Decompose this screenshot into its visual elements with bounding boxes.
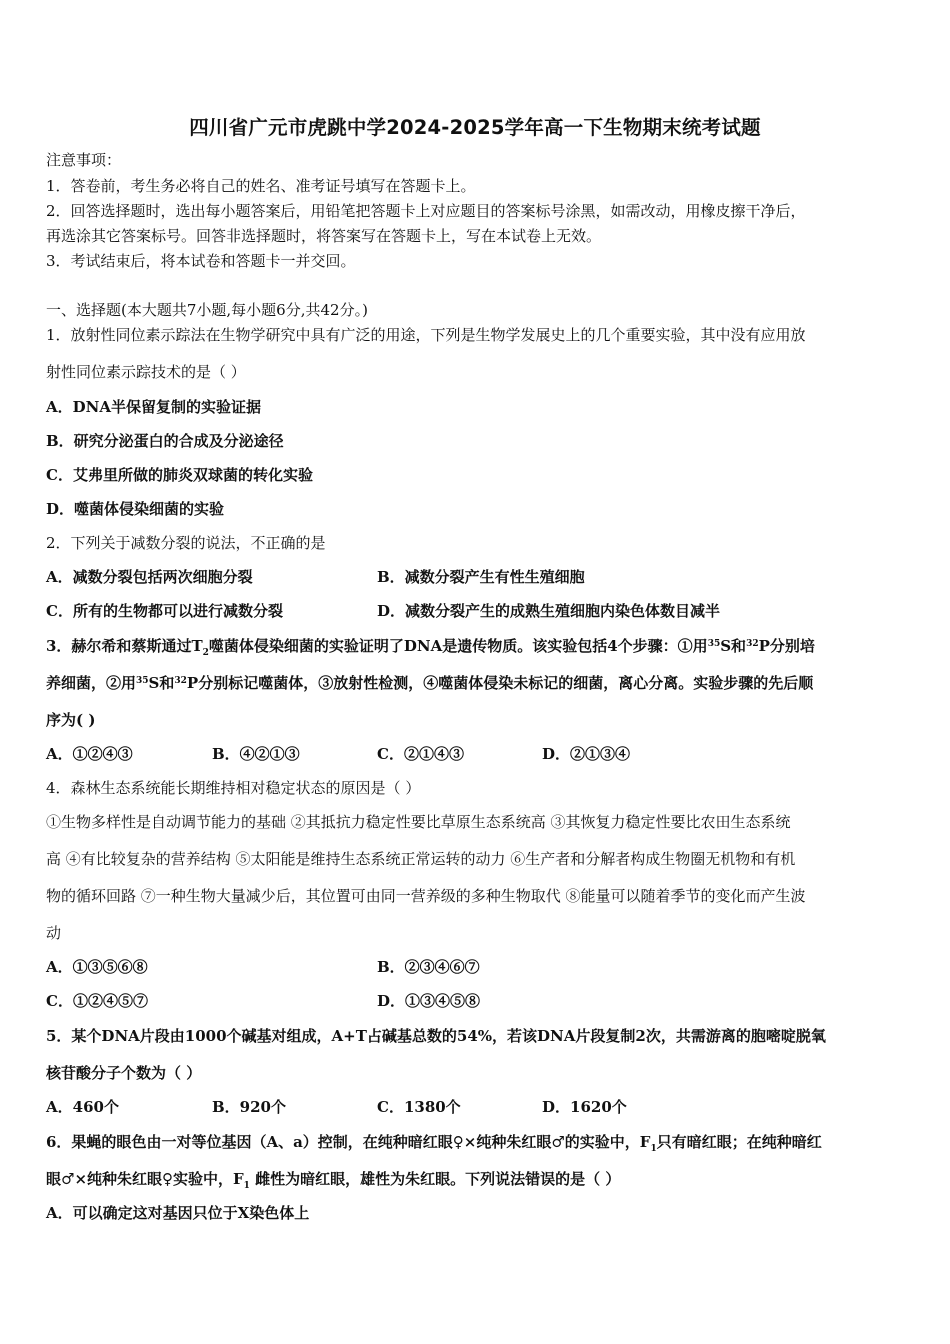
q4-option-c: C．①②④⑤⑦ (46, 992, 148, 1010)
q3-option-d: D．②①③④ (542, 745, 631, 763)
q3-stem-line2: 养细菌，②用$^{35}$S和$^{32}$P分别标记噬菌体，③放射性检测，④噬菌体侵染未标记的细菌，离心分离。实验步骤的先后顺 (46, 674, 814, 692)
q5-option-c: C．1380个 (377, 1098, 461, 1116)
q5-option-a: A．460个 (46, 1098, 119, 1116)
q4-items-line1: ①生物多样性是自动调节能力的基础 ②其抵抗力稳定性要比草原生态系统高 ③其恢复力稳定性要比农田生态系统 (46, 813, 791, 831)
page-title: 四川省广元市虎跳中学2024-2025学年高一下生物期末统考试题 (189, 116, 761, 139)
q4-items-line4: 动 (46, 924, 62, 942)
q3-stem-line1: 3．赫尔希和蔡斯通过$T_2$噬菌体侵染细菌的实验证明了DNA是遗传物质。该实验包括4个步骤：①用$^{35}$S和$^{32}$P分别培 (46, 637, 815, 658)
q6-stem-line2: 眼♂×纯种朱红眼♀实验中，$F_1$ 雌性为暗红眼，雄性为朱红眼。下列说法错误的是（ ） (46, 1170, 621, 1191)
notice-item-2-cont: 再选涂其它答案标号。回答非选择题时，将答案写在答题卡上，写在本试卷上无效。 (46, 227, 602, 245)
q2-option-c: C．所有的生物都可以进行减数分裂 (46, 602, 283, 620)
q4-stem: 4．森林生态系统能长期维持相对稳定状态的原因是（ ） (46, 779, 421, 797)
q3-option-c: C．②①④③ (377, 745, 464, 763)
q2-stem: 2．下列关于减数分裂的说法，不正确的是 (46, 534, 326, 552)
q1-stem-line1: 1．放射性同位素示踪法在生物学研究中具有广泛的用途，下列是生物学发展史上的几个重要实验，其中没有应用放 (46, 326, 806, 344)
q3-option-b: B．④②①③ (212, 745, 300, 763)
q1-option-b: B．研究分泌蛋白的合成及分泌途径 (46, 432, 284, 450)
q3-option-a: A．①②④③ (46, 745, 133, 763)
q4-option-a: A．①③⑤⑥⑧ (46, 958, 148, 976)
notice-item-3: 3．考试结束后，将本试卷和答题卡一并交回。 (46, 252, 356, 270)
notice-item-2: 2．回答选择题时，选出每小题答案后，用铅笔把答题卡上对应题目的答案标号涂黑，如需改动，用橡皮擦干净后， (46, 202, 806, 220)
q4-items-line3: 物的循环回路 ⑦一种生物大量减少后，其位置可由同一营养级的多种生物取代 ⑧能量可以随着季节的变化而产生波 (46, 887, 806, 905)
q6-stem-line1: 6．果蝇的眼色由一对等位基因（A、a）控制，在纯种暗红眼♀×纯种朱红眼♂的实验中，$F_1$只有暗红眼；在纯种暗红 (46, 1133, 822, 1154)
q4-items-line2: 高 ④有比较复杂的营养结构 ⑤太阳能是维持生态系统正常运转的动力 ⑥生产者和分解者构成生物圈无机物和有机 (46, 850, 796, 868)
q1-stem-line2: 射性同位素示踪技术的是（ ） (46, 363, 246, 381)
q4-option-b: B．②③④⑥⑦ (377, 958, 480, 976)
q2-option-d: D．减数分裂产生的成熟生殖细胞内染色体数目减半 (377, 602, 721, 620)
q1-option-a: A．DNA半保留复制的实验证据 (46, 398, 261, 416)
q1-option-c: C．艾弗里所做的肺炎双球菌的转化实验 (46, 466, 313, 484)
q2-option-a: A．减数分裂包括两次细胞分裂 (46, 568, 253, 586)
q5-option-d: D．1620个 (542, 1098, 627, 1116)
notice-item-1: 1．答卷前，考生务必将自己的姓名、准考证号填写在答题卡上。 (46, 177, 476, 195)
notice-heading: 注意事项： (46, 151, 122, 169)
q4-option-d: D．①③④⑤⑧ (377, 992, 481, 1010)
q5-stem-line1: 5．某个DNA片段由1000个碱基对组成，A+T占碱基总数的54%，若该DNA片段复制2次，共需游离的胞嘧啶脱氧 (46, 1027, 826, 1045)
q5-stem-line2: 核苷酸分子个数为（ ） (46, 1064, 202, 1082)
q2-option-b: B．减数分裂产生有性生殖细胞 (377, 568, 585, 586)
q6-option-a: A．可以确定这对基因只位于X染色体上 (46, 1204, 310, 1222)
section-header: 一、选择题(本大题共7小题,每小题6分,共42分。) (46, 301, 368, 319)
q1-option-d: D．噬菌体侵染细菌的实验 (46, 500, 225, 518)
q3-stem-line3: 序为( ) (46, 711, 96, 729)
q5-option-b: B．920个 (212, 1098, 286, 1116)
